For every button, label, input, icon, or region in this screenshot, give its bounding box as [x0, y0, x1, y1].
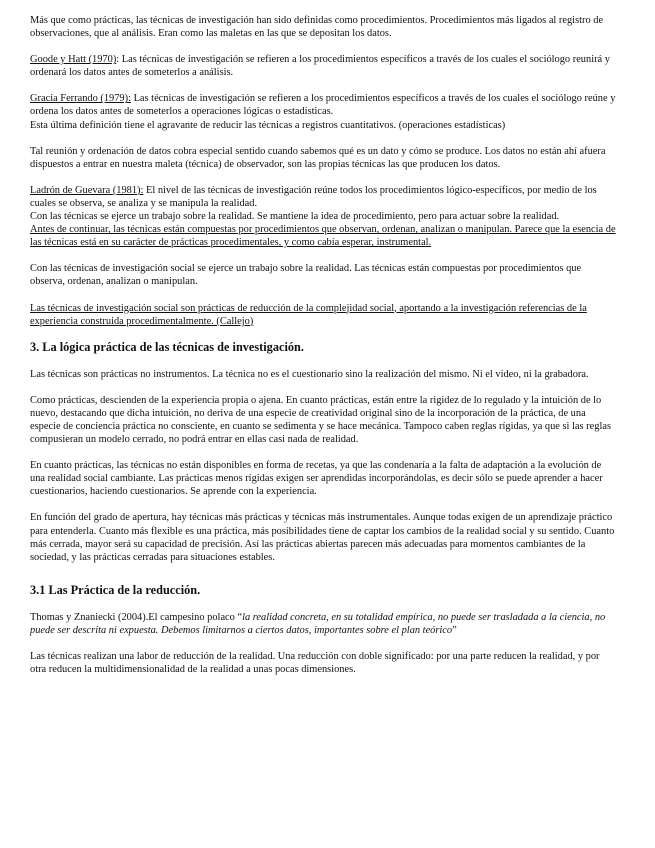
paragraph-trabajo-realidad: Con las técnicas se ejerce un trabajo sobre la realidad. Se mantiene la idea de procedimiento, pero para actuar sobre la realidad.: [30, 211, 560, 223]
paragraph-datos: Tal reunión y ordenación de datos cobra especial sentido cuando sabemos qué es un dato y cómo se produce. Los datos no están ahí afuera dispuestos a entrar en nuestra maleta (técnica) de observador, son las propias técnicas las que producen los datos.: [30, 145, 606, 170]
paragraph-gracia-ferrando: Gracia Ferrando (1979): Las técnicas de investigación se refieren a los procedimientos específicos a través de los cuales el sociólogo reúne y ordena los datos antes de someterlos a operaciones lógicas o estadísticas. Esta última definición tiene el agravante de reducir las técnicas a registros cuantitativos. (operaciones estadísticas): [30, 93, 616, 131]
reference-goode-hatt: Goode y Hatt (1970): [30, 54, 117, 66]
quote-thomas-znaniecki: la realidad concreta, en su totalidad empírica, no puede ser trasladada a la ciencia, no puede ser descrita ni expuesta. Debemos limitarnos a ciertos datos, importantes sobre el plan teórico: [30, 611, 606, 636]
paragraph-no-instrumentos: Las técnicas son prácticas no instrumentos. La técnica no es el cuestionario sino la realización del mismo. Ni el video, ni la grabadora.: [30, 368, 589, 380]
section-heading-3-1: 3.1 Las Práctica de la reducción.: [30, 582, 201, 597]
document-page: [30, 14, 618, 676]
underlined-summary: Antes de continuar, las técnicas están compuestas por procedimientos que observan, ordenan, analizan o manipulan. Parece que la esencia de las técnicas está en su carácter de prácticas procedimentales, y como cabía esperar, instrumental.: [30, 224, 616, 249]
reference-ladron-guevara: Ladrón de Guevara (1981):: [30, 184, 144, 196]
paragraph-intro: Más que como prácticas, las técnicas de investigación han sido definidas como procedimientos. Procedimientos más ligados al registro de observaciones, que al análisis. Eran como las maletas en las que se depositan los datos.: [30, 15, 604, 40]
paragraph-ladron-guevara: Ladrón de Guevara (1981): El nivel de las técnicas de investigación reúne todos los procedimientos lógico-específicos, por medio de los cuales se observa, se analiza y se manipula la realidad. Con las técnicas se ejerce un trabajo sobre la realidad. Se mantiene la idea de procedimiento, pero para actuar sobre la realidad. Antes de continuar, las técnicas están compuestas por procedimientos que observan, ordenan, analizan o manipulan. Parece que la esencia de las técnicas está en su carácter de prácticas procedimentales, y como cabía esperar, instrumental.: [30, 184, 616, 249]
paragraph-callejo: [30, 302, 618, 328]
paragraph-trabajo: Con las técnicas de investigación social se ejerce un trabajo sobre la realidad. Las técnicas están compuestas por procedimientos que observa, ordenan, analizan o manipulan.: [30, 263, 582, 288]
paragraph-como-practicas: Como prácticas, descienden de la experiencia propia o ajena. En cuanto prácticas, están entre la rigidez de lo regulado y la intuición de lo nuevo, destacando que dicha intuición, no deriva de una especie de creatividad original sino de la incorporación de la práctica, de una especie de conciencia práctica no consciente, en cuanto se sedimenta y se hace mecánica. Tampoco caben reglas rígidas, ya que si las reglas compusieran un modelo cerrado, no podrá entrar en ellas casi nada de realidad.: [30, 394, 611, 446]
underlined-callejo: Las técnicas de investigación social son prácticas de reducción de la complejidad social, aportando a la investigación referencias de la experiencia construida procedimentalmente. (Callejo): [30, 302, 587, 327]
paragraph-gracia-note: Esta última definición tiene el agravante de reducir las técnicas a registros cuantitativos. (operaciones estadísticas): [30, 119, 506, 131]
section-heading-3: 3. La lógica práctica de las técnicas de investigación.: [30, 339, 304, 354]
paragraph-reduccion: Las técnicas realizan una labor de reducción de la realidad. Una reducción con doble significado: por una parte reducen la realidad, y por otra reducen la multidimensionalidad de la realidad a unas pocas dimensiones.: [30, 651, 600, 676]
paragraph-thomas-znaniecki: Thomas y Znaniecki (2004).El campesino polaco “la realidad concreta, en su totalidad empírica, no puede ser trasladada a la ciencia, no puede ser descrita ni expuesta. Debemos limitarnos a ciertos datos, importantes sobre el plan teórico”: [30, 611, 606, 636]
reference-gracia-ferrando: Gracia Ferrando (1979):: [30, 93, 131, 105]
paragraph-recetas: En cuanto prácticas, las técnicas no están disponibles en forma de recetas, ya que las condenaría a la falta de adaptación a la evolución de una realidad social cambiante. Las prácticas menos rígidas exigen ser aprendidas incorporándolas, es decir sólo se puede aprender a hacer cuestionarios, haciendo cuestionarios. Se aprende con la experiencia.: [30, 460, 603, 498]
paragraph-goode-hatt: Goode y Hatt (1970): Las técnicas de investigación se refieren a los procedimientos específicos a través de los cuales el sociólogo reunirá y ordenará los datos antes de someterlos a análisis.: [30, 54, 610, 79]
paragraph-apertura: En función del grado de apertura, hay técnicas más prácticas y técnicas más instrumentales. Aunque todas exigen de un aprendizaje práctico para entenderla. Cuanto más flexible es una práctica, más posibilidades tiene de captar los cambios de la realidad social y su sentido. Cuanto más cerrada, mayor será su capacidad de precisión. Así las prácticas abiertas parecen más adecuadas para momentos cambiantes de la sociedad, y las prácticas cerradas para situaciones estables.: [30, 512, 615, 563]
